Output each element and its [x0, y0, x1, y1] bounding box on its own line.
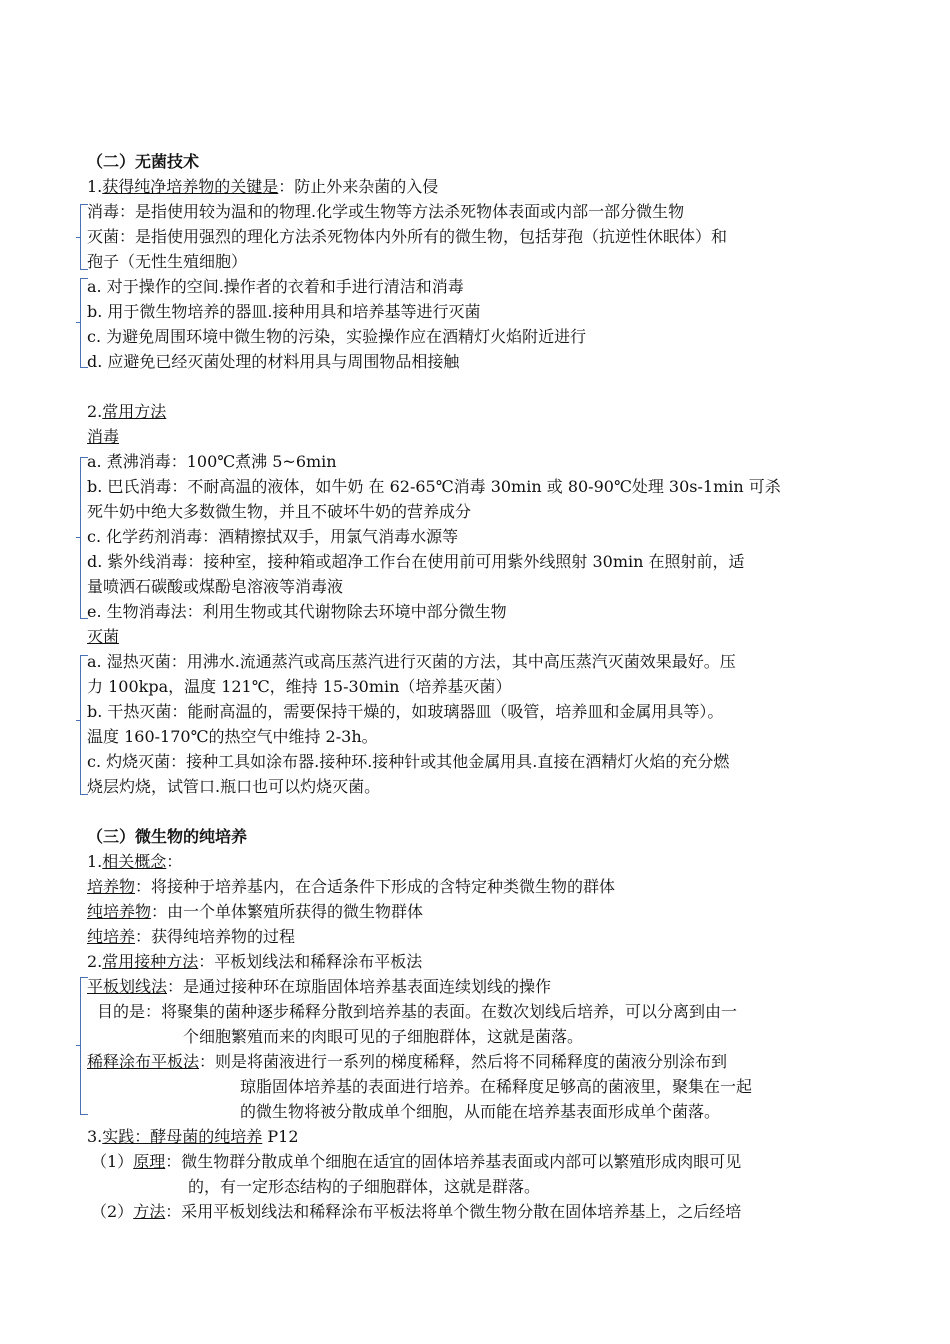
- disinfect-line: a. 煮沸消毒：100℃煮沸 5~6min: [87, 452, 337, 471]
- measure-item: a. 对于操作的空间.操作者的衣着和手进行清洁和消毒: [87, 277, 464, 296]
- sterilize-line: b. 干热灭菌：能耐高温的，需要保持干燥的，如玻璃器皿（吸管，培养皿和金属用具等）。: [87, 702, 724, 721]
- principle-line: 的，有一定形态结构的子细胞群体，这就是群落。: [188, 1177, 541, 1196]
- streak-purpose-line: 个细胞繁殖而来的肉眼可见的子细胞群体，这就是菌落。: [183, 1027, 584, 1046]
- disinfect-line: e. 生物消毒法：利用生物或其代谢物除去环境中部分微生物: [87, 602, 507, 621]
- streak-purpose-line: 目的是：将聚集的菌种逐步稀释分散到培养基的表面。在数次划线后培养，可以分离到由一: [97, 1002, 738, 1021]
- measures-brace-tick: [76, 322, 81, 323]
- section-title-aseptic: （二）无菌技术: [87, 152, 200, 171]
- sterilize-brace: [80, 655, 88, 795]
- sterilize-line: c. 灼烧灭菌：接种工具如涂布器.接种环.接种针或其他金属用具.直接在酒精灯火焰的充分燃: [87, 752, 730, 771]
- disinfect-line: 死牛奶中绝大多数微生物，并且不破坏牛奶的营养成分: [87, 502, 472, 521]
- inoculation-brace: [80, 977, 88, 1115]
- disinfect-subheading: 消毒: [87, 427, 120, 446]
- sterilize-brace-tick: [76, 720, 81, 721]
- concepts-heading: 1.相关概念：: [87, 852, 183, 871]
- methods-heading: 2.常用方法: [87, 402, 167, 421]
- sterilize-line: a. 湿热灭菌：用沸水.流通蒸汽或高压蒸汽进行灭菌的方法，其中高压蒸汽灭菌效果最好。压: [87, 652, 736, 671]
- spread-method-line: 琼脂固体培养基的表面进行培养。在稀释度足够高的菌液里，聚集在一起: [240, 1077, 753, 1096]
- measure-item: b. 用于微生物培养的器皿.接种用具和培养基等进行灭菌: [87, 302, 481, 321]
- disinfect-definition: 消毒：是指使用较为温和的物理.化学或生物等方法杀死物体表面或内部一部分微生物: [87, 202, 685, 221]
- inoculation-methods-heading: 2.常用接种方法：平板划线法和稀释涂布平板法: [87, 952, 423, 971]
- spread-method-line: 稀释涂布平板法：则是将菌液进行一系列的梯度稀释，然后将不同稀释度的菌液分别涂布到: [87, 1052, 728, 1071]
- disinfect-line: c. 化学药剂消毒：酒精擦拭双手，用氯气消毒水源等: [87, 527, 459, 546]
- principle-line: （1）原理：微生物群分散成单个细胞在适宜的固体培养基表面或内部可以繁殖形成肉眼可见: [91, 1152, 742, 1171]
- disinfect-brace-tick: [76, 537, 81, 538]
- section-title-pure-culture: （三）微生物的纯培养: [87, 827, 248, 846]
- inoculation-brace-tick: [76, 1045, 81, 1046]
- practice-heading: 3.实践：酵母菌的纯培养 P12: [87, 1127, 299, 1146]
- sterilize-definition-line: 孢子（无性生殖细胞）: [87, 252, 248, 271]
- spread-method-line: 的微生物将被分散成单个细胞，从而能在培养基表面形成单个菌落。: [240, 1102, 721, 1121]
- sterilize-line: 烧层灼烧，试管口.瓶口也可以灼烧灭菌。: [87, 777, 381, 796]
- disinfect-line: b. 巴氏消毒：不耐高温的液体，如牛奶 在 62-65℃消毒 30min 或 80-90℃处理 30s-1min 可杀: [87, 477, 781, 496]
- sterilize-subheading: 灭菌: [87, 627, 120, 646]
- disinfect-line: d. 紫外线消毒：接种室，接种箱或超净工作台在使用前可用紫外线照射 30min 在照射前，适: [87, 552, 745, 571]
- method-line: （2）方法：采用平板划线法和稀释涂布平板法将单个微生物分散在固体培养基上，之后经培: [91, 1202, 742, 1221]
- sterilize-definition-line: 灭菌：是指使用强烈的理化方法杀死物体内外所有的微生物，包括芽孢（抗逆性休眠体）和: [87, 227, 728, 246]
- definition-brace-tick: [76, 237, 81, 238]
- concept-pure-culture: 纯培养物：由一个单体繁殖所获得的微生物群体: [87, 902, 424, 921]
- disinfect-line: 量喷洒石碳酸或煤酚皂溶液等消毒液: [87, 577, 344, 596]
- measure-item: c. 为避免周围环境中微生物的污染，实验操作应在酒精灯火焰附近进行: [87, 327, 587, 346]
- key-point-line: 1.获得纯净培养物的关键是：防止外来杂菌的入侵: [87, 177, 439, 196]
- concept-culture: 培养物：将接种于培养基内，在合适条件下形成的含特定种类微生物的群体: [87, 877, 616, 896]
- sterilize-line: 温度 160-170℃的热空气中维持 2-3h。: [87, 727, 378, 746]
- sterilize-line: 力 100kpa，温度 121℃，维持 15-30min（培养基灭菌）: [87, 677, 512, 696]
- streak-method-line: 平板划线法：是通过接种环在琼脂固体培养基表面连续划线的操作: [87, 977, 552, 996]
- concept-pure-culturing: 纯培养：获得纯培养物的过程: [87, 927, 296, 946]
- measure-item: d. 应避免已经灭菌处理的材料用具与周围物品相接触: [87, 352, 460, 371]
